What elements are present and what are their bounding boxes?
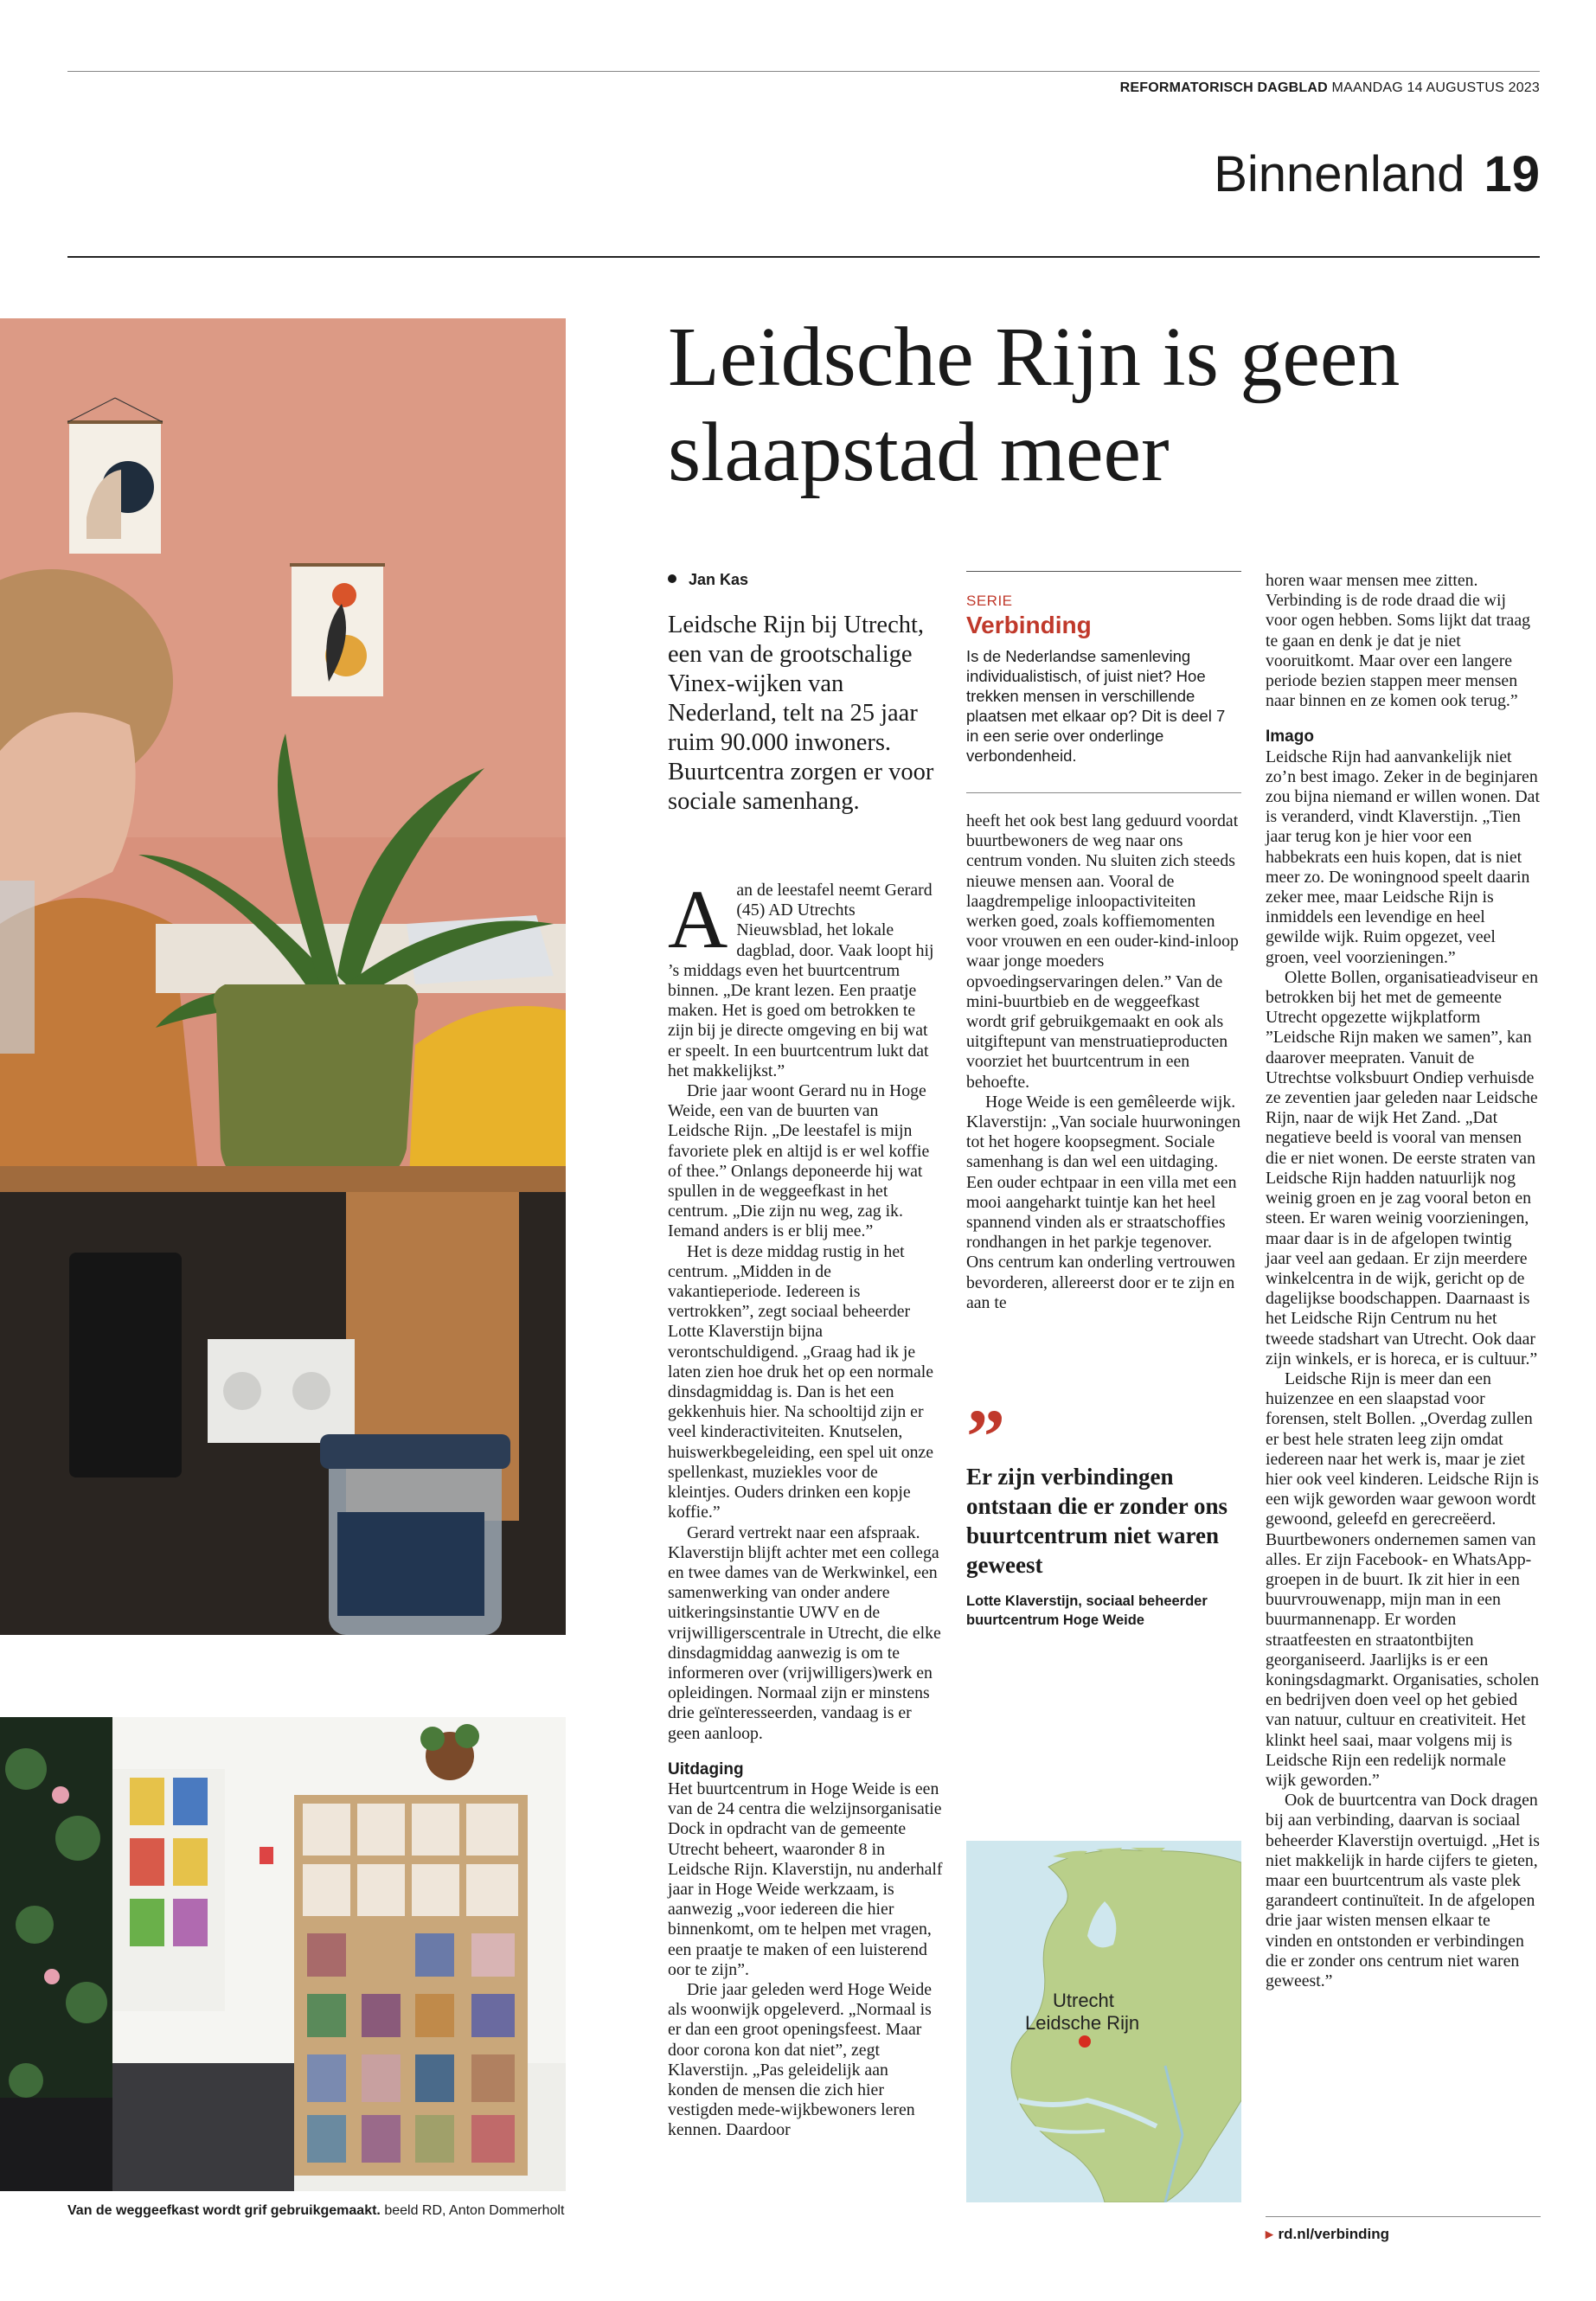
paragraph: Het is deze middag rustig in het centrum. „Midden in de vakantieperiode. Iedereen is vertrokken”, zegt sociaal beheerder Lotte Klaverstijn bijna verontschuldigend. „Graag had ik je laten zien hoe druk het op een normale dinsdagmiddag is. Dan is het een gekkenhuis hier. Na schooltijd zijn er veel kinderactiviteiten. Knutselen, huiswerkbegeleiding, een spel uit onze spellenkast, muziekles voor de kleintjes. Ouders drinken een kopje koffie.” [668, 1241, 934, 1522]
map-label-utrecht: Utrecht [1053, 1990, 1114, 2011]
paragraph: Gerard vertrekt naar een afspraak. Klaverstijn blijft achter met een collega en twee dames van de Werkwinkel, een samenwerking van onder andere uitkeringsinstantie UWV en de vrijwilligerscentrale in Utrecht, die elke dinsdagmiddag aanwezig is om te informeren over (vrijwilligers)werk en opleidingen. Normaal zijn er minstens drie geïnteresseerden, vandaag is er geen aanloop. [668, 1522, 941, 1743]
top-rule [67, 71, 1540, 72]
serie-box [966, 571, 1241, 766]
pull-quote: Er zijn verbindingen ontstaan die er zonder ons buurtcentrum niet waren geweest [966, 1464, 1228, 1578]
paragraph: Drie jaar woont Gerard nu in Hoge Weide, een van de buurten van Leidsche Rijn. „De leestafel is mijn favoriete plek en altijd is er wel koffie of thee.” Onlangs deponeerde hij wat spullen in de weggeefkast in het centrum. „Die zijn nu weg, zag ik. Iemand anders is er blij mee.” [668, 1081, 930, 1241]
paragraph: Het buurtcentrum in Hoge Weide is een van de 24 centra die welzijnsorganisatie Dock in opdracht van de gemeente Utrecht beheert, waaronder 8 in Leidsche Rijn. Klaverstijn, nu anderhalf jaar in Hoge Weide werkzaam, is aanwezig „voor iedereen die hier binnenkomt, om te helpen met vragen, een praatje te maken of een luisterend oor te zijn”. [668, 1779, 943, 1979]
paragraph: Drie jaar geleden werd Hoge Weide als woonwijk opgeleverd. „Normaal is er dan een groot openingsfeest. Maar door corona kon dat niet”, zegt Klaverstijn. „Pas geleidelijk aan konden de mensen die zich hier vestigden mede-wijkbewoners leren kennen. Daardoor [668, 1979, 933, 2140]
quote-mark-icon: ” [966, 1394, 1005, 1480]
section-header [1125, 145, 1540, 203]
subhead-imago: Imago [1266, 727, 1314, 747]
issue-date: MAANDAG 14 AUGUSTUS 2023 [1331, 80, 1540, 95]
paragraph: Olette Bollen, organisatieadviseur en betrokken bij het met de gemeente Utrecht opgezette wijkplatform ”Leidsche Rijn maken we samen”, kan daarover meepraten. Vanuit de Utrechtse volksbuurt Ondiep verhuisde ze zeventien jaar geleden naar Leidsche Rijn, naar de wijk Het Zand. „Dat negatieve beeld is vooral van mensen die er niet wonen. De eerste straten van Leidsche Rijn hadden natuurlijk nog weinig groen en je zag vooral beton en steen. Er waren weinig voorzieningen, maar daar is in de afgelopen twintig jaar veel aan gedaan. Er zijn meerdere winkelcentra in de wijk, gericht op de dagelijkse boodschappen. Daarnaast is het Leidsche Rijn Centrum nu het tweede stadshart van Utrecht. Ook daar zijn winkels, er is horeca, er is cultuur.” [1266, 967, 1538, 1368]
paragraph: Aan de leestafel neemt Gerard (45) AD Utrechts Nieuwsblad, het lokale dagblad, door. Vaak loopt hij ’s middags even het buurtcentrum binnen. „De krant lezen. Een praatje maken. Het is goed om betrokken te zijn bij je directe omgeving en bij wat er speelt. In een buurtcentrum lukt dat het makkelijkst.” [668, 873, 934, 1080]
quote-attribution: Lotte Klaverstijn, sociaal beheerder buurtcentrum Hoge Weide [966, 1593, 1208, 1628]
weggeefkast-photo [0, 1717, 566, 2191]
photo-caption [67, 2202, 569, 2221]
section-name: Binnenland [1214, 146, 1465, 202]
paragraph: Leidsche Rijn had aanvankelijk niet zo’n best imago. Zeker in de beginjaren zou bijna niemand er willen wonen. Dat is veranderd, vindt Klaverstijn. „Tien jaar terug kon je hier voor een habbekrats een huis kopen, dat is niet meer zo. De woningnood speelt daarin zeker mee, maar Leidsche Rijn is inmiddels een levendige en heel gewilde wijk. Ruim opgezet, veel groen, veel voorzieningen.” [1266, 747, 1540, 967]
serie-rule [966, 792, 1241, 793]
page-number: 19 [1484, 146, 1540, 202]
map-label-leidsche-rijn: Leidsche Rijn [1025, 2012, 1140, 2034]
paragraph: Leidsche Rijn is meer dan een huizenzee en een slaapstad voor forensen, stelt Bollen. „Overdag zullen er best hele straten leeg zijn omdat iedereen naar het werk is, maar je ziet hier ook veel kinderen. Leidsche Rijn is een wijk geworden waar gewoon wordt gewoond, geleefd en gerecreëerd. Buurtbewoners ondernemen samen van alles. Er zijn Facebook- en WhatsApp-groepen in de buurt. Ik zit hier in een buurvrouwenapp, mijn man in een buurmannenapp. Er worden straatfeesten en straatontbijten georganiseerd. Jaarlijks is er een koningsdagmarkt. Organisaties, scholen en bedrijven doen veel op het gebied van natuur, cultuur en creativiteit. Het klinkt heel saai, maar volgens mij is Leidsche Rijn een redelijk normale wijk geworden.” [1266, 1368, 1540, 1790]
article-intro: Leidsche Rijn bij Utrecht, een van de grootschalige Vinex-wijken van Nederland, telt na 25 jaar ruim 90.000 inwoners. Buurtcentra zorgen er voor sociale samenhang. [668, 612, 934, 815]
article-column-1 [668, 873, 943, 2141]
footer-link[interactable] [1266, 2216, 1541, 2243]
article-column-3 [1266, 571, 1541, 1991]
arrow-right-icon: ▸ [1266, 2226, 1273, 2242]
paper-name: REFORMATORISCH DAGBLAD [1119, 80, 1328, 95]
paragraph: horen waar mensen mee zitten. Verbinding is de rode draad die wij voor ogen hebben. Soms lijkt dat traag te gaan en denk je dat je niet vooruitkomt. Maar over een langere periode bezien stappen meer mensen naar binnen en ze komen ook terug.” [1266, 571, 1531, 711]
author-name: Jan Kas [689, 571, 749, 588]
caption-text: Van de weggeefkast wordt grif gebruikgemaakt. [67, 2203, 381, 2218]
byline [668, 571, 748, 589]
paragraph: Hoge Weide is een gemêleerde wijk. Klaverstijn: „Van sociale huurwoningen tot het hogere koopsegment. Sociale samenhang is dan wel een uitdaging. Een ouder echtpaar in een villa met een mooi aangeharkt tuintje kan het heel spannend vinden als er straatschoffies rondhangen in het parkje tegenover. Ons centrum kan onderling vertrouwen bevorderen, allereerst door er te zijn en aan te [966, 1092, 1240, 1312]
headline-line-1: Leidsche Rijn is geen [668, 311, 1401, 404]
serie-description: Is de Nederlandse samenleving individualistisch, of juist niet? Hoe trekken mensen in verschillende plaatsen met elkaar op? Dit is deel 7 in een serie over onderlinge verbondenheid. [966, 647, 1226, 765]
headline-line-2: slaapstad meer [668, 406, 1170, 499]
subhead-uitdaging: Uitdaging [668, 1759, 744, 1779]
netherlands-map [966, 1841, 1241, 2202]
masthead [1003, 80, 1540, 96]
paragraph: Ook de buurtcentra van Dock dragen bij aan verbinding, daarvan is sociaal beheerder Klaverstijn overtuigd. „Het is niet makkelijk in harde cijfers te gieten, maar een buurtcentrum als vaste plek garandeert continuïteit. In de afgelopen drie jaar wisten mensen elkaar te vinden en ontstonden er verbindingen die er zonder ons centrum niet waren geweest.” [1266, 1791, 1540, 1991]
headline [668, 310, 1533, 500]
drop-cap: A [668, 873, 728, 965]
serie-label: SERIE [966, 593, 1013, 609]
serie-title: Verbinding [966, 612, 1092, 638]
article-column-2 [966, 811, 1241, 1313]
photo-credit: beeld RD, Anton Dommerholt [384, 2203, 565, 2218]
footer-link-text[interactable]: rd.nl/verbinding [1278, 2226, 1389, 2242]
section-rule [67, 256, 1540, 258]
bullet-icon [668, 574, 676, 583]
location-marker-icon [1079, 2035, 1091, 2048]
main-photo [0, 318, 566, 1635]
paragraph: heeft het ook best lang geduurd voordat buurtbewoners de weg naar ons centrum vonden. Nu sluiten zich steeds nieuwe mensen aan. Vooral de laagdrempelige inloopactiviteiten werken goed, zoals koffiemomenten voor vrouwen en een ouder-kind-inloop waar jonge moeders opvoedingservaringen delen.” Van de mini-buurtbieb en de weggeefkast wordt grif gebruikgemaakt en ook als uitgiftepunt van menstruatieproducten voorziet het buurtcentrum in een behoefte. [966, 811, 1239, 1092]
